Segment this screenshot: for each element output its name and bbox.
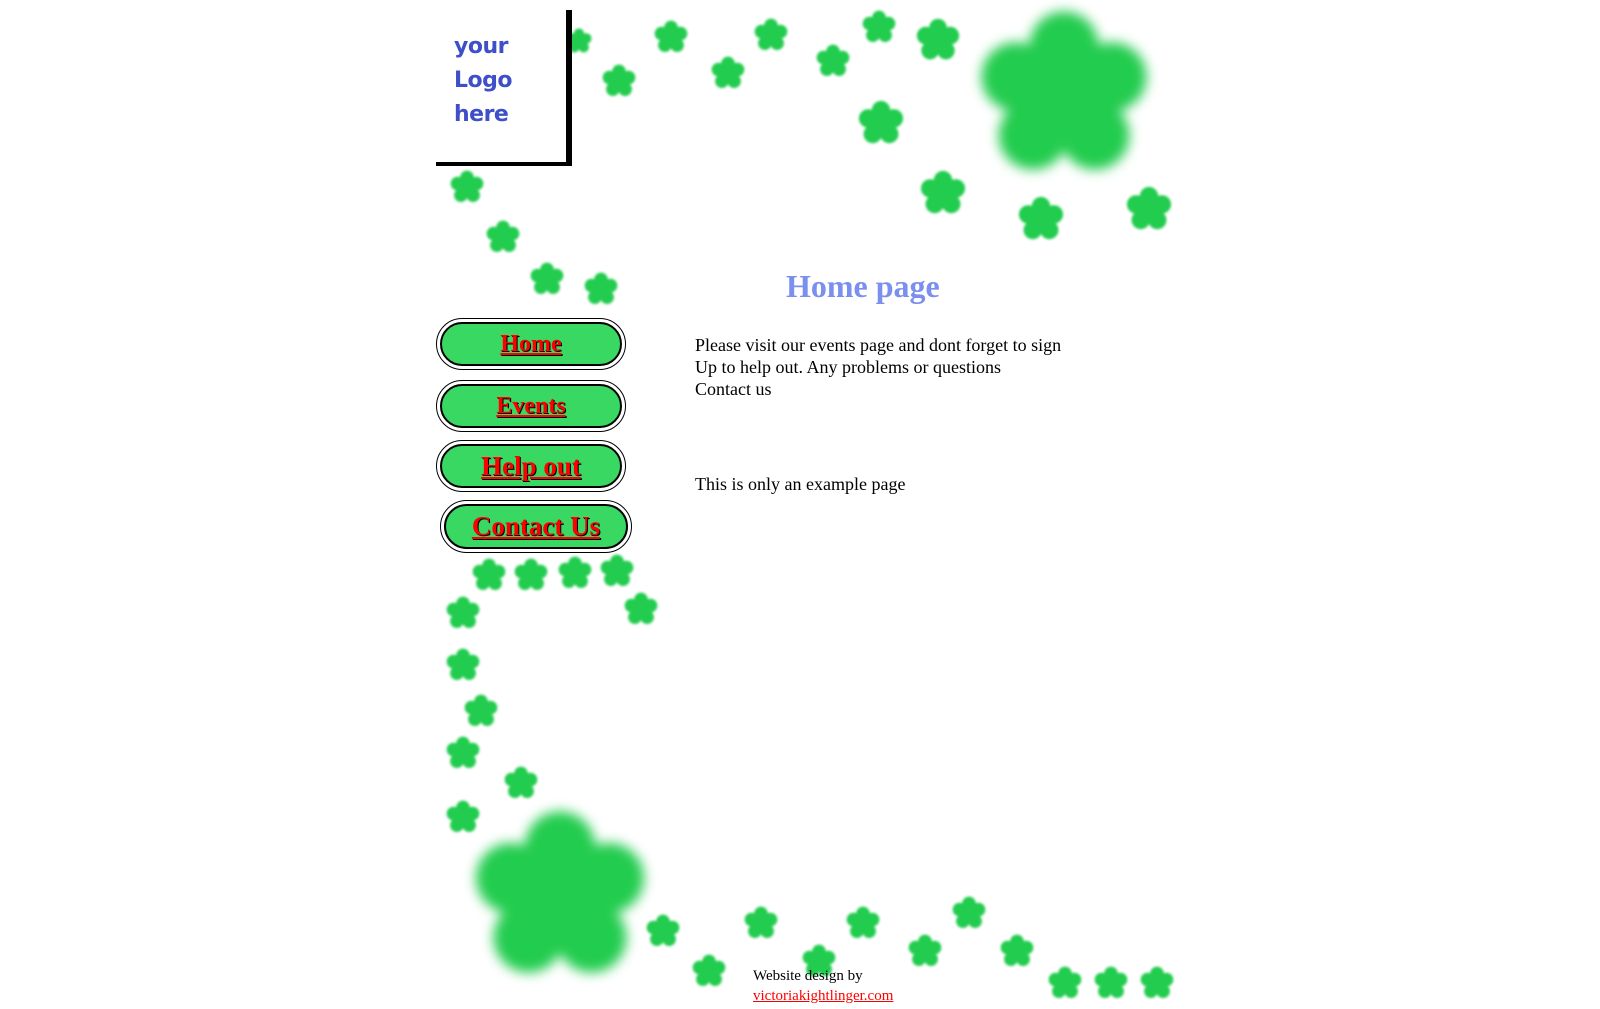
footer-link[interactable]: victoriakightlinger.com (753, 988, 894, 1004)
shamrock-icon (446, 800, 480, 834)
nav-label-home[interactable]: Home (500, 330, 562, 357)
intro-line: Up to help out. Any problems or questions (695, 357, 1001, 377)
shamrock-icon (744, 906, 778, 940)
shamrock-icon (1140, 966, 1174, 1000)
nav-button-events[interactable] (436, 380, 626, 432)
shamrock-icon (558, 556, 592, 590)
shamrock-icon (816, 44, 850, 78)
intro-line: Contact us (695, 379, 772, 399)
example-note: This is only an example page (695, 474, 906, 494)
shamrock-icon (858, 100, 904, 146)
nav-label-contact-us[interactable]: Contact Us (471, 511, 601, 541)
footer-credit: Website design by (753, 968, 863, 984)
shamrock-icon (600, 554, 634, 588)
logo-line: Logo (454, 68, 512, 93)
shamrock-icon (1126, 186, 1172, 232)
shamrock-icon (916, 18, 960, 62)
shamrock-icon (711, 56, 745, 90)
shamrock-icon (654, 20, 688, 54)
shamrock-icon (470, 808, 650, 983)
shamrock-icon (624, 592, 658, 626)
intro-line: Please visit our events page and dont forget to sign (695, 335, 1062, 355)
shamrock-icon (1018, 196, 1064, 242)
shamrock-icon (446, 596, 480, 630)
shamrock-icon (450, 170, 484, 204)
shamrock-icon (504, 766, 538, 800)
shamrock-icon (908, 934, 942, 968)
shamrock-icon (978, 8, 1150, 180)
shamrock-icon (920, 170, 966, 216)
shamrock-icon (646, 914, 680, 948)
intro-text (695, 334, 1061, 400)
shamrock-icon (602, 64, 636, 98)
shamrock-icon (1094, 966, 1128, 1000)
logo[interactable] (436, 10, 572, 166)
shamrock-icon (530, 262, 564, 296)
logo-line: your (454, 34, 508, 59)
nav-button-help-out[interactable] (436, 440, 626, 492)
logo-line: here (454, 102, 509, 127)
shamrock-icon (446, 648, 480, 682)
footer (753, 966, 893, 1006)
shamrock-icon (446, 736, 480, 770)
shamrock-icon (1000, 934, 1034, 968)
shamrock-icon (692, 954, 726, 988)
nav-button-home[interactable] (436, 318, 626, 370)
shamrock-icon (862, 10, 896, 44)
shamrock-icon (1048, 966, 1082, 1000)
shamrock-icon (486, 220, 520, 254)
page-title: Home page (786, 268, 940, 304)
shamrock-icon (584, 272, 618, 306)
shamrock-icon (952, 896, 986, 930)
shamrock-icon (472, 558, 506, 592)
logo-text (454, 30, 512, 132)
shamrock-icon (754, 18, 788, 52)
shamrock-icon (514, 558, 548, 592)
nav-label-events[interactable]: Events (496, 392, 566, 419)
shamrock-icon (464, 694, 498, 728)
nav-button-contact-us[interactable] (440, 500, 632, 553)
nav-label-help-out[interactable]: Help out (481, 450, 581, 481)
shamrock-icon (846, 906, 880, 940)
